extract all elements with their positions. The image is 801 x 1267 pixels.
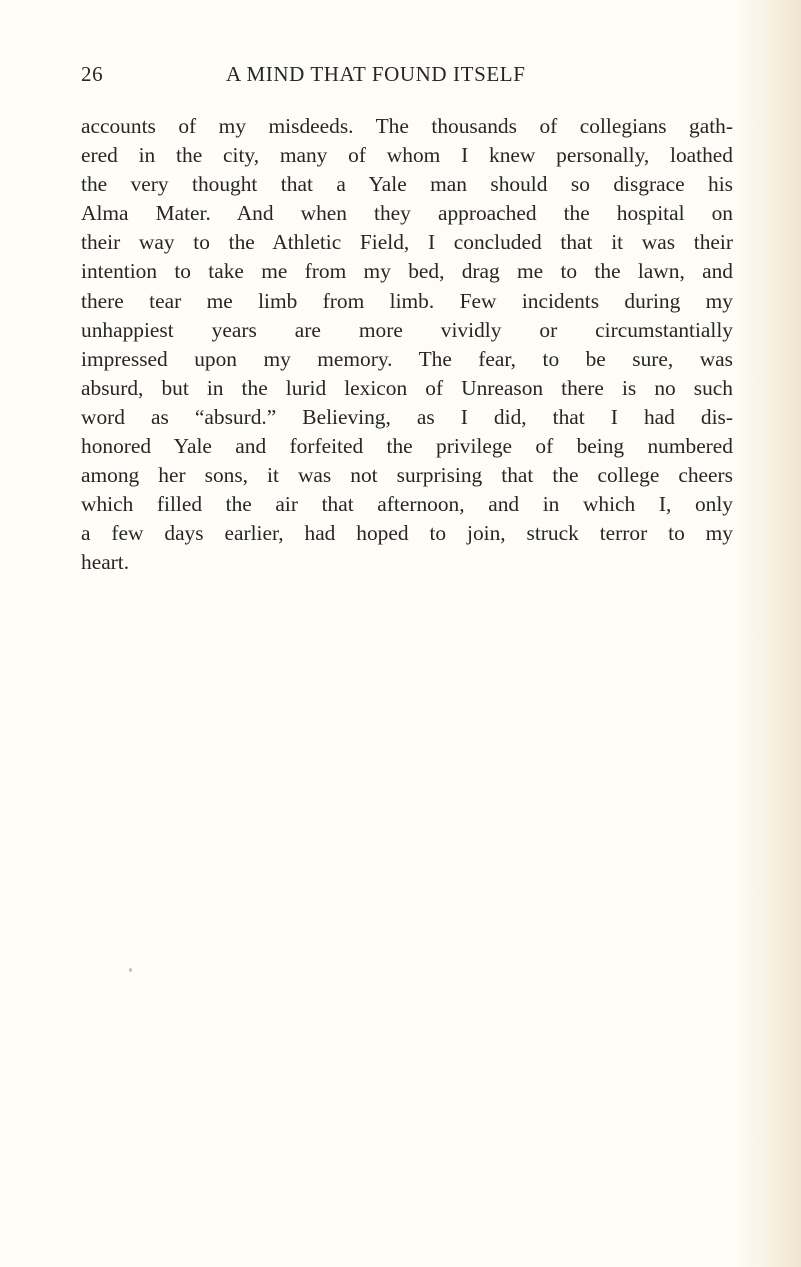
text-line: absurd, but in the lurid lexicon of Unreason there is no such bbox=[81, 375, 733, 400]
text-line: unhappiest years are more vividly or circumstantially bbox=[81, 317, 733, 342]
text-line: impressed upon my memory. The fear, to be sure, was bbox=[81, 346, 733, 371]
text-line: ered in the city, many of whom I knew personally, loathed bbox=[81, 143, 733, 168]
text-line: intention to take me from my bed, drag me to the lawn, and bbox=[81, 259, 733, 284]
text-line: word as “absurd.” Believing, as I did, that I had dis- bbox=[81, 404, 733, 429]
text-line: among her sons, it was not surprising that the college cheers bbox=[81, 463, 733, 488]
text-line: there tear me limb from limb. Few incidents during my bbox=[81, 288, 733, 313]
paper-speck bbox=[129, 968, 132, 972]
text-line: which filled the air that afternoon, and in which I, only bbox=[81, 492, 733, 517]
text-line: accounts of my misdeeds. The thousands of collegians gath- bbox=[81, 114, 733, 138]
text-line: Alma Mater. And when they approached the hospital on bbox=[81, 201, 733, 226]
running-head bbox=[81, 62, 731, 92]
page-number: 26 bbox=[81, 62, 104, 86]
text-line: a few days earlier, had hoped to join, struck terror to my bbox=[81, 521, 733, 546]
body-text bbox=[81, 112, 733, 578]
text-line: the very thought that a Yale man should so disgrace his bbox=[81, 172, 733, 197]
running-title: A MIND THAT FOUND ITSELF bbox=[226, 62, 526, 86]
text-line: heart. bbox=[81, 550, 130, 575]
text-line: honored Yale and forfeited the privilege of being numbered bbox=[81, 434, 733, 459]
text-line: their way to the Athletic Field, I concluded that it was their bbox=[81, 230, 733, 255]
